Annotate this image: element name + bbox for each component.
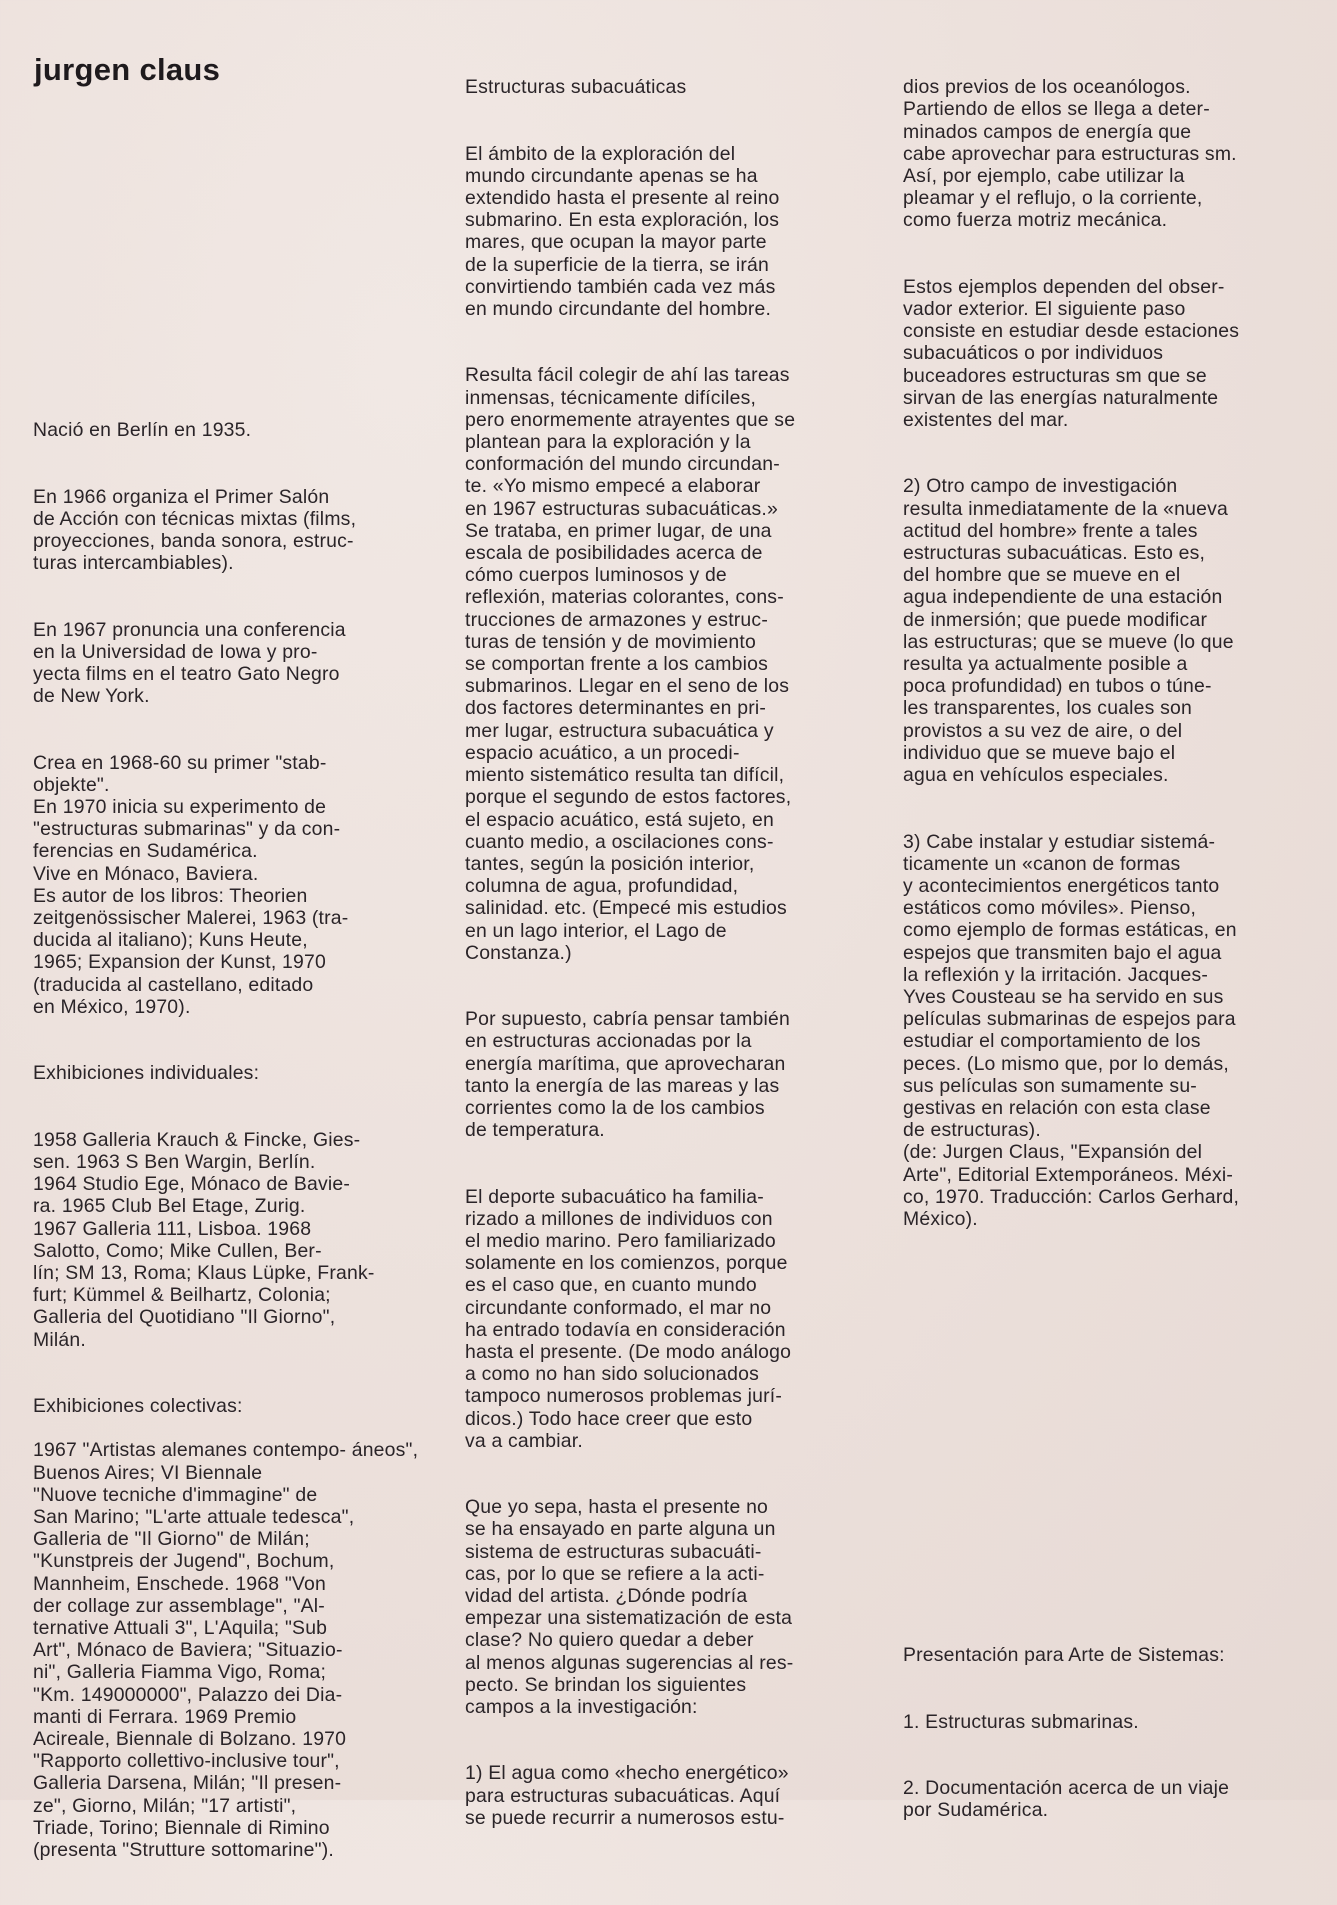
bio-paragraph: En 1966 organiza el Primer Salón de Acción con técnicas mixtas (films, proyecciones, banda sonora, estruc- turas intercambiables).: [33, 485, 357, 575]
body-paragraph: Por supuesto, cabría pensar también en estructuras accionadas por la energía marítima, que aprovecharan tanto la energía de las mareas y las corrientes como la de los cambios de temperatura.: [465, 1008, 790, 1142]
presentation-block: [903, 1622, 1313, 1866]
presentation-item: 2. Documentación acerca de un viaje por Sudamérica.: [903, 1777, 1230, 1822]
section-heading: Estructuras subacuáticas: [465, 76, 687, 99]
presentation-item: 1. Estructuras submarinas.: [903, 1710, 1139, 1733]
body-paragraph: Que yo sepa, hasta el presente no se ha ensayado en parte alguna un sistema de estructuras subacuáti- cas, por lo que se refiere a la acti- vidad del artista. ¿Dónde podría empezar una sistematización de esta clase? No quiero quedar a deber al menos algunas sugerencias al res- pecto. Se brindan los siguientes campos a la investigación:: [465, 1496, 794, 1719]
individual-exhibitions-heading: Exhibiciones individuales:: [33, 1062, 260, 1085]
body-paragraph: 2) Otro campo de investigación resulta inmediatamente de la «nueva actitud del hombre» frente a tales estructuras subacuáticas. Esto es, del hombre que se mueve en el agua independiente de una estación de inmersión; que puede modificar las estructuras; que se mueve (lo que resulta ya actualmente posible a poca profundidad) en tubos o túne- les transparentes, los cuales son provistos a su vez de aire, o del individuo que se mueve bajo el agua en vehículos especiales.: [903, 475, 1234, 787]
body-paragraph: El deporte subacuático ha familia- rizado a millones de individuos con el medio marino. Pero familiarizado solamente en los comienzos, porque es el caso que, en cuanto mundo circundante conformado, el mar no ha entrado todavía en consideración hasta el presente. (De modo análogo a como no han sido solucionados tampoco numerosos problemas jurí- dicos.) Todo hace creer que esto va a cambiar.: [465, 1185, 792, 1452]
body-paragraph: Resulta fácil colegir de ahí las tareas inmensas, técnicamente difíciles, pero enormemente atrayentes que se plantean para la exploración y la conformación del mundo circundan- te. «Yo mismo empecé a elaborar en 1967 estructuras subacuáticas.» Se trataba, en primer lugar, de una escala de posibilidades acerca de cómo cuerpos luminosos y de reflexión, materias colorantes, cons- trucciones de armazones y estruc- turas de tensión y de movimiento se comportan frente a los cambios submarinos. Llegar en el seno de los dos factores determinantes en pri- mer lugar, estructura subacuática y espacio acuático, a un procedi- miento sistemático resulta tan difícil, porque el segundo de estos factores, el espacio acuático, está sujeto, en cuanto medio, a oscilaciones cons- tantes, según la posición interior, columna de agua, profundidad, salinidad. etc. (Empecé mis estudios en un lago interior, el Lago de Constanza.): [465, 364, 796, 964]
presentation-heading: Presentación para Arte de Sistemas:: [903, 1644, 1225, 1667]
bio-paragraph: Nació en Berlín en 1935.: [33, 419, 252, 442]
body-paragraph: dios previos de los oceanólogos. Partiendo de ellos se llega a deter- minados campos de energía que cabe aprovechar para estructuras sm. Así, por ejemplo, cabe utilizar la pleamar y el reflujo, o la corriente, como fuerza motriz mecánica.: [903, 76, 1237, 232]
bio-paragraph: Crea en 1968-60 su primer "stab- objekte". En 1970 inicia su experimento de "estructuras submarinas" y da con- ferencias en Sudamérica. Vive en Mónaco, Baviera. Es autor de los libros: Theorien zeitgenössischer Malerei, 1963 (tra- ducida al italiano); Kuns Heute, 1965; Expansion der Kunst, 1970 (traducida al castellano, editado en México, 1970).: [33, 751, 349, 1018]
body-paragraph: 1) El agua como «hecho energético» para estructuras subacuáticas. Aquí se puede recurrir a numerosos estu-: [465, 1762, 789, 1829]
individual-exhibitions-text: 1958 Galleria Krauch & Fincke, Gies- sen. 1963 S Ben Wargin, Berlín. 1964 Studio Ege, Mónaco de Bavie- ra. 1965 Club Bel Etage, Zurig. 1967 Galleria 111, Lisboa. 1968 Salotto, Como; Mike Cullen, Ber- lín; SM 13, Roma; Klaus Lüpke, Frank- furt; Kümmel & Beilhartz, Colonia; Galleria del Quotidiano "Il Giorno", Milán.: [33, 1128, 375, 1351]
body-paragraph: Estos ejemplos dependen del obser- vador exterior. El siguiente paso consiste en estudiar desde estaciones subacuáticos o por individuos buceadores estructuras sm que se sirvan de las energías naturalmente existentes del mar.: [903, 275, 1240, 432]
collective-exhibitions-text: 1967 "Artistas alemanes contempo- áneos", Buenos Aires; VI Biennale "Nuove tecniche d'immagine" de San Marino; "L'arte attuale tedesca", Galleria de "Il Giorno" de Milán; "Kunstpreis der Jugend", Bochum, Mannheim, Enschede. 1968 "Von der collage zur assemblage", "Al- ternative Attuali 3", L'Aquila; "Sub Art", Mónaco de Baviera; "Situazio- ni", Galleria Fiamma Vigo, Roma; "Km. 149000000", Palazzo dei Dia- manti di Ferrara. 1969 Premio Acireale, Biennale di Bolzano. 1970 "Rapporto collettivo-inclusive tour", Galleria Darsena, Milán; "Il presen- ze", Giorno, Milán; "17 artisti", Triade, Torino; Biennale di Rimino (presenta "Strutture sottomarine").: [33, 1439, 419, 1861]
bio-paragraph: En 1967 pronuncia una conferencia en la Universidad de Iowa y pro- yecta films en el teatro Gato Negro de New York.: [33, 618, 346, 708]
left-column: [33, 397, 443, 1905]
page-title: jurgen claus: [34, 52, 221, 87]
body-paragraph: El ámbito de la exploración del mundo circundante apenas se ha extendido hasta el presente al reino submarino. En esta exploración, los mares, que ocupan la mayor parte de la superficie de la tierra, se irán convirtiendo también cada vez más en mundo circundante del hombre.: [465, 142, 780, 321]
body-paragraph: 3) Cabe instalar y estudiar sistemá- ticamente un «canon de formas y acontecimientos energéticos tanto estáticos como móviles». Pienso, como ejemplo de formas estáticas, en espejos que transmiten bajo el agua la reflexión y la irritación. Jacques- Yves Cousteau se ha servido en sus películas submarinas de espejos para estudiar el comportamiento de los peces. (Lo mismo que, por lo demás, sus películas son sumamente su- gestivas en relación con esta clase de estructuras). (de: Jurgen Claus, "Expansión del Arte", Editorial Extemporáneos. Méxi- co, 1970. Traducción: Carlos Gerhard, México).: [903, 830, 1240, 1230]
right-column: [903, 54, 1313, 1274]
middle-column: [465, 54, 875, 1873]
collective-exhibitions-heading: Exhibiciones colectivas:: [33, 1394, 243, 1417]
